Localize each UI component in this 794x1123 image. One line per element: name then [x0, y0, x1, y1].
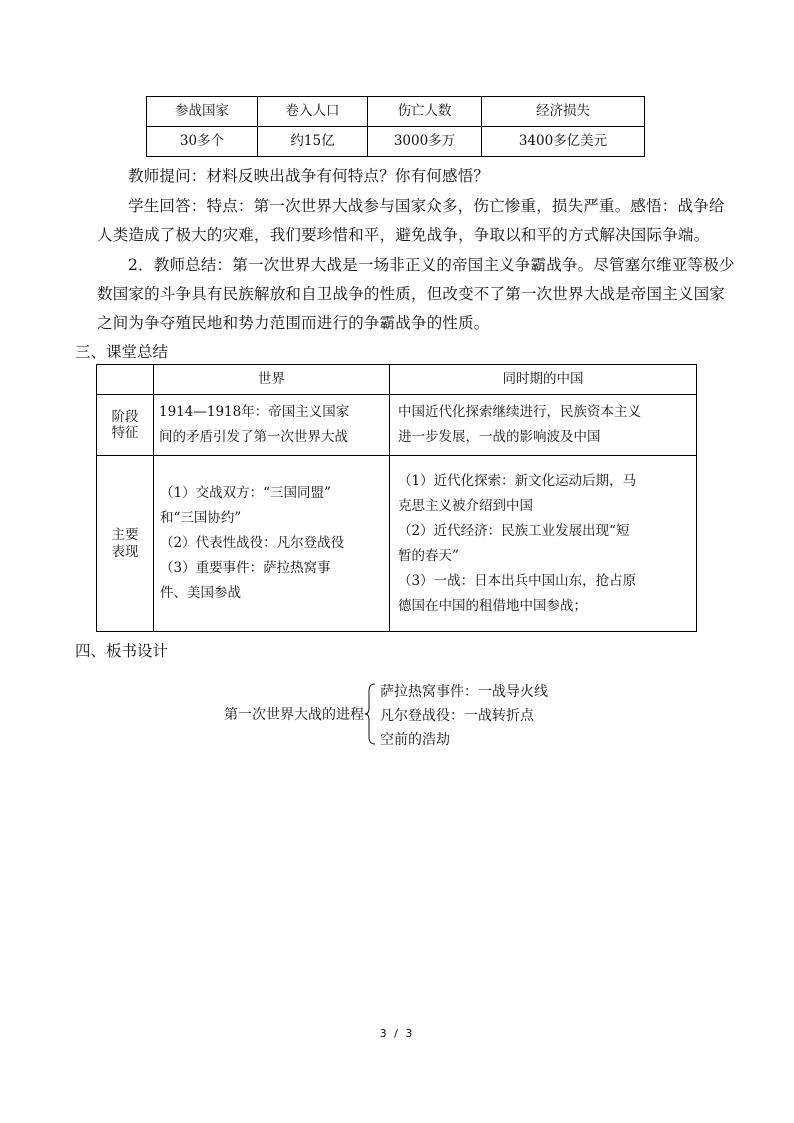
value-cell: 3000多万 [368, 127, 482, 157]
cell-line: 1914—1918年：帝国主义国家 [159, 404, 350, 420]
brace-icon [364, 683, 376, 745]
cell-line: 中国近代化探索继续进行，民族资本主义 [398, 404, 641, 420]
header-cell: 参战国家 [147, 97, 258, 127]
student-answer-line: 学生回答：特点：第一次世界大战参与国家众多，伤亡惨重，损失严重。感悟：战争给 [128, 197, 725, 215]
teacher-summary-line: 数国家的斗争具有民族解放和自卫战争的性质，但改变不了第一次世界大战是帝国主义国家 [97, 285, 726, 303]
cell-line: （1）交战双方：“三国同盟” [160, 485, 331, 501]
row-label-text: 阶段 [111, 408, 139, 425]
class-summary-table [96, 364, 697, 632]
page-number: 3 / 3 [379, 1027, 415, 1040]
cell-line: （2）代表性战役：凡尔登战役 [160, 535, 345, 551]
header-cell: 经济损失 [482, 97, 645, 127]
teacher-summary-line: 之间为争夺殖民地和势力范围而进行的争霸战争的性质。 [97, 314, 490, 332]
war-statistics-table [146, 96, 645, 157]
empty-header-cell [97, 365, 154, 395]
cell-line: 进一步发展，一战的影响波及中国 [398, 429, 601, 445]
table-row-stage [97, 395, 697, 456]
cell-line: 间的矛盾引发了第一次世界大战 [159, 429, 348, 445]
main-china-cell [390, 456, 697, 632]
header-cell-world: 世界 [154, 365, 390, 395]
table-header-row [97, 365, 697, 395]
header-cell: 卷入人口 [258, 97, 368, 127]
value-cell: 约15亿 [258, 127, 368, 157]
row-label-text: 主要 [111, 527, 139, 544]
board-item: 空前的浩劫 [380, 732, 450, 748]
table-row [147, 127, 645, 157]
stage-china-cell [390, 395, 697, 456]
table-row-main [97, 456, 697, 632]
cell-line: （3）一战：日本出兵中国山东，抢占原 [398, 572, 637, 589]
header-cell-china: 同时期的中国 [390, 365, 697, 395]
cell-line: 克思主义被介绍到中国 [398, 497, 533, 514]
row-label-stage [97, 395, 154, 456]
cell-line: （2）近代经济：民族工业发展出现“短 [398, 522, 630, 539]
stage-world-cell [154, 395, 390, 456]
cell-line: 和“三国协约” [160, 510, 242, 526]
row-label-main [97, 456, 154, 632]
cell-line: 德国在中国的租借地中国参战； [398, 597, 587, 614]
header-cell: 伤亡人数 [368, 97, 482, 127]
section-title-board: 四、板书设计 [75, 642, 169, 660]
value-cell: 3400多亿美元 [482, 127, 645, 157]
table-header-row [147, 97, 645, 127]
value-cell: 30多个 [147, 127, 258, 157]
board-item: 萨拉热窝事件：一战导火线 [380, 684, 548, 700]
cell-line: （1）近代化探索：新文化运动后期，马 [398, 472, 637, 489]
board-item: 凡尔登战役：一战转折点 [380, 708, 534, 724]
section-title-summary: 三、课堂总结 [75, 343, 169, 361]
board-topic: 第一次世界大战的进程 [224, 707, 364, 723]
row-label-text: 表现 [111, 543, 139, 560]
row-label-text: 特征 [111, 425, 139, 441]
teacher-summary-line: 2．教师总结：第一次世界大战是一场非正义的帝国主义争霸战争。尽管塞尔维亚等极少 [128, 256, 735, 274]
teacher-question: 教师提问：材料反映出战争有何特点？你有何感悟？ [128, 167, 490, 185]
main-world-cell [154, 456, 390, 632]
cell-line: 暂的春天” [398, 547, 459, 564]
cell-line: （3）重要事件：萨拉热窝事 [160, 560, 331, 576]
student-answer-line: 人类造成了极大的灾难，我们要珍惜和平，避免战争，争取以和平的方式解决国际争端。 [97, 226, 710, 244]
cell-line: 件、美国参战 [160, 585, 241, 601]
